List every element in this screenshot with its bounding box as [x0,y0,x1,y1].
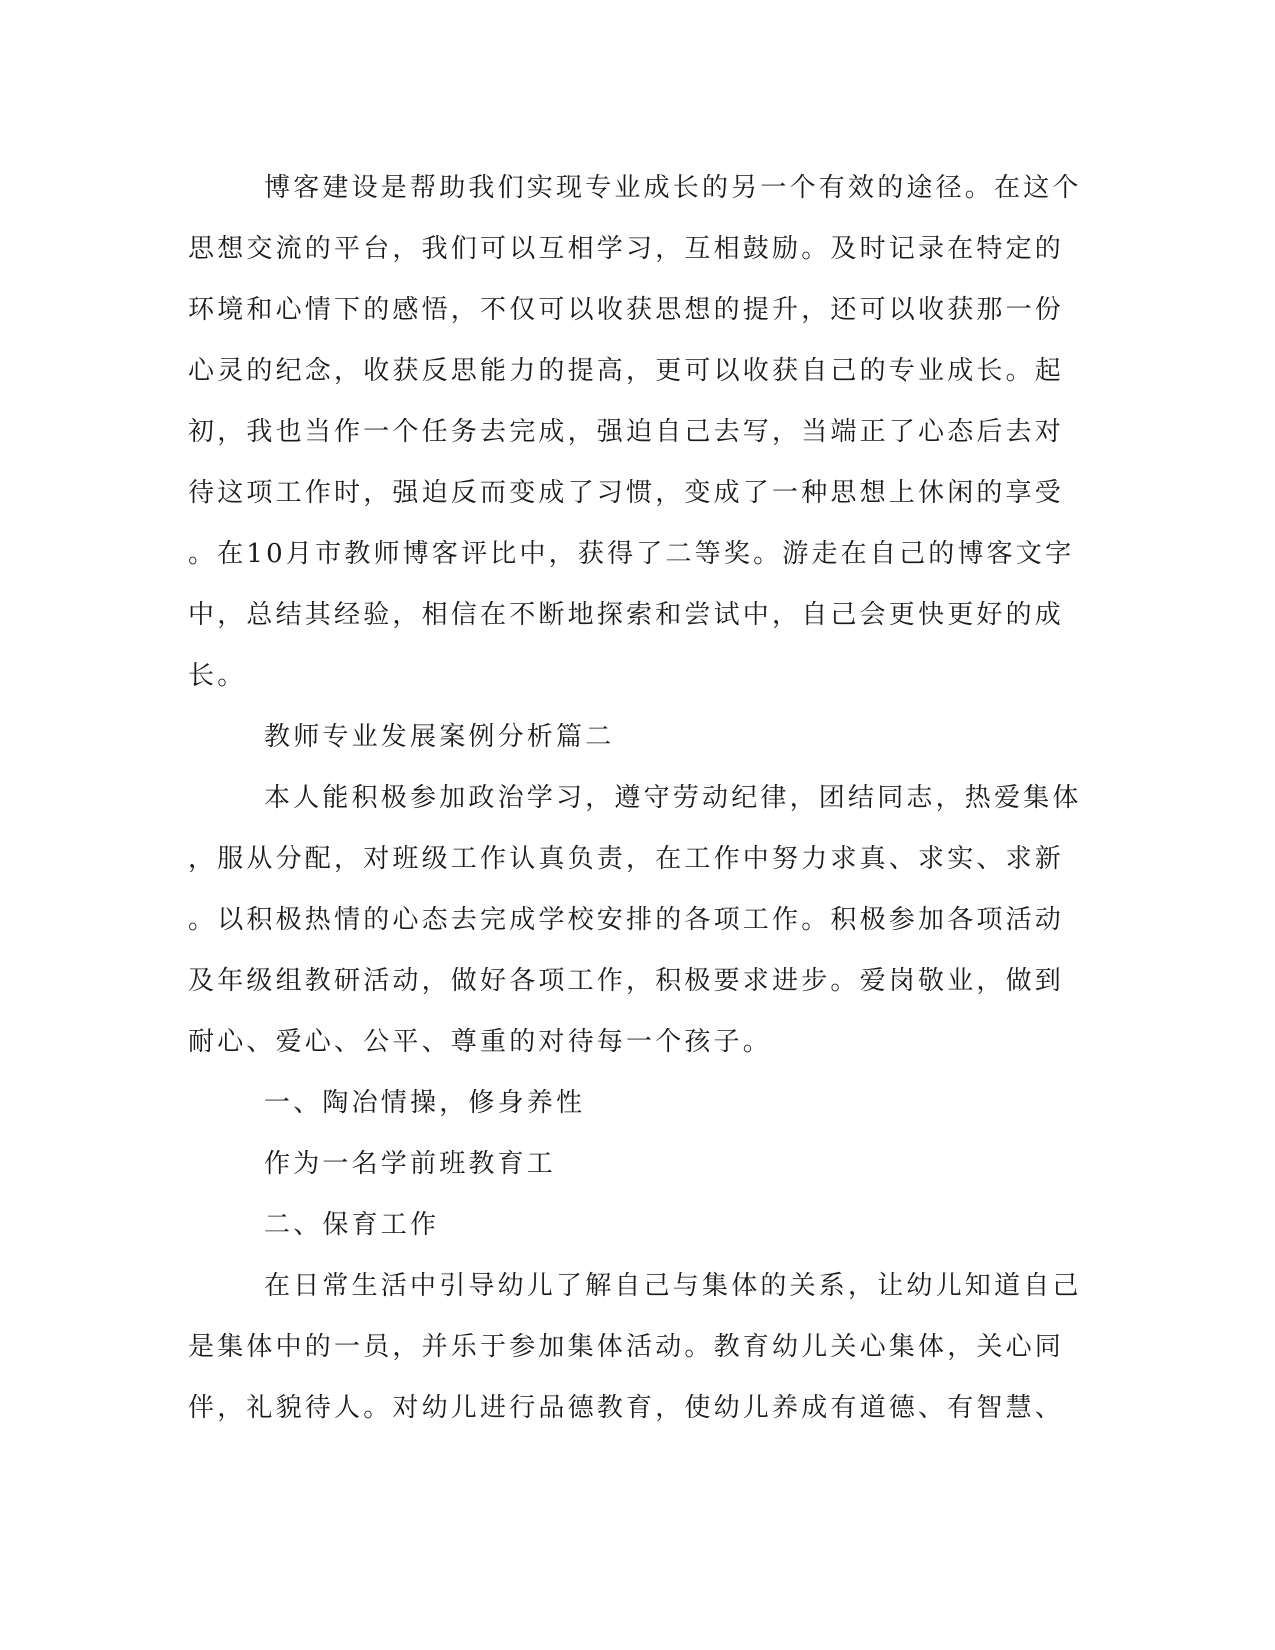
text-line: 本人能积极参加政治学习，遵守劳动纪律，团结同志，热爱集体 [264,783,1082,813]
text-line: 长。 [188,661,247,691]
text-line: 及年级组教研活动，做好各项工作，积极要求进步。爱岗敬业，做到 [188,966,1065,996]
text-line: 待这项工作时，强迫反而变成了习惯，变成了一种思想上休闲的享受 [188,478,1065,508]
text-line: 博客建设是帮助我们实现专业成长的另一个有效的途径。在这个 [264,173,1082,203]
section-heading: 教师专业发展案例分析篇二 [264,722,615,752]
text-line: 在日常生活中引导幼儿了解自己与集体的关系，让幼儿知道自己 [264,1271,1082,1301]
text-line: 。在10月市教师博客评比中，获得了二等奖。游走在自己的博客文字 [188,539,1075,569]
subsection-heading: 一、陶冶情操，修身养性 [264,1088,586,1118]
text-line: 耐心、爱心、公平、尊重的对待每一个孩子。 [188,1027,773,1057]
text-line: 伴，礼貌待人。对幼儿进行品德教育，使幼儿养成有道德、有智慧、 [188,1393,1065,1423]
text-line: ，服从分配，对班级工作认真负责，在工作中努力求真、求实、求新 [188,844,1065,874]
text-line: 。以积极热情的心态去完成学校安排的各项工作。积极参加各项活动 [188,905,1065,935]
subsection-heading: 二、保育工作 [264,1210,440,1240]
text-line: 作为一名学前班教育工 [264,1149,557,1179]
text-line: 思想交流的平台，我们可以互相学习，互相鼓励。及时记录在特定的 [188,234,1065,264]
text-line: 心灵的纪念，收获反思能力的提高，更可以收获自己的专业成长。起 [188,356,1065,386]
text-line: 初，我也当作一个任务去完成，强迫自己去写，当端正了心态后去对 [188,417,1065,447]
text-line: 环境和心情下的感悟，不仅可以收获思想的提升，还可以收获那一份 [188,295,1065,325]
text-line: 是集体中的一员，并乐于参加集体活动。教育幼儿关心集体，关心同 [188,1332,1065,1362]
document-body [188,158,1082,1439]
text-line: 中，总结其经验，相信在不断地探索和尝试中，自己会更快更好的成 [188,600,1065,630]
